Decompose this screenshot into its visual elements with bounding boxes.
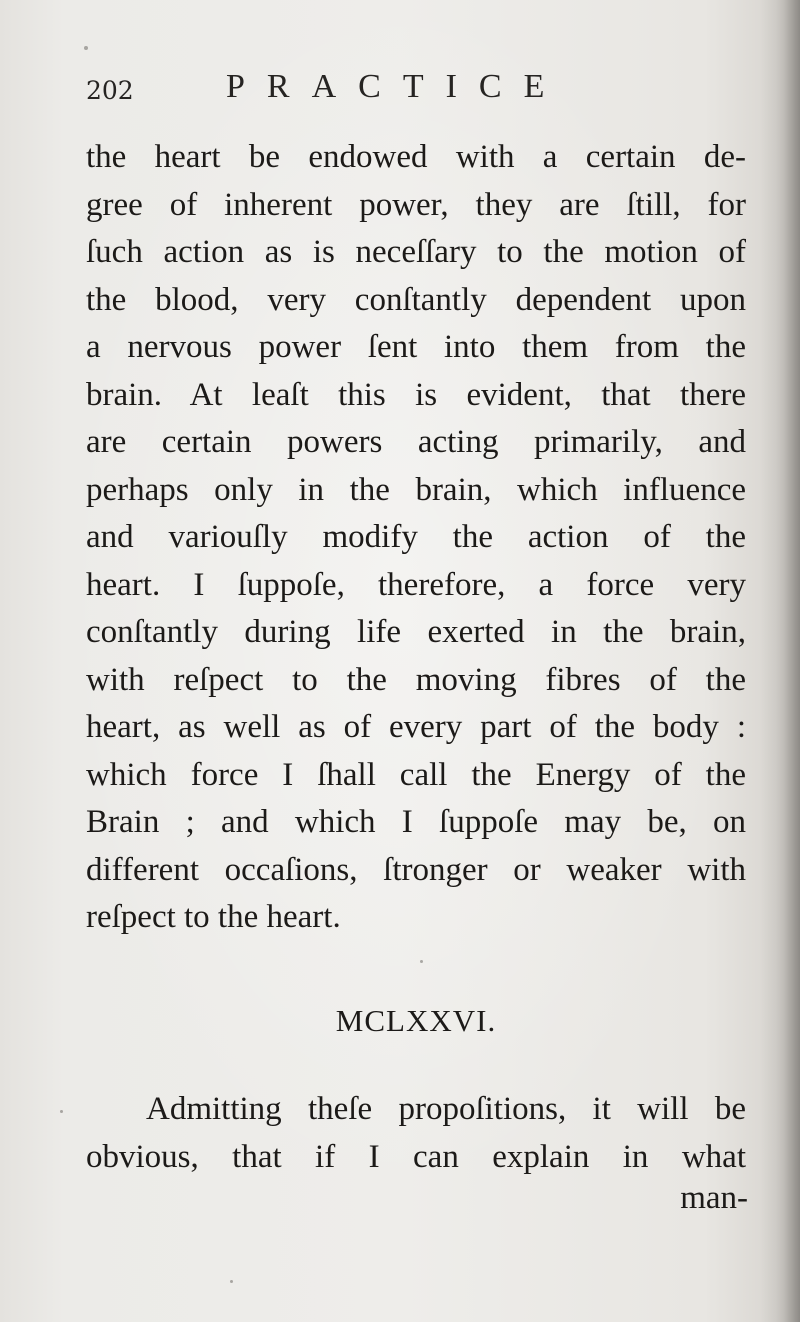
paper-speck <box>84 46 88 50</box>
running-head: PRACTICE <box>226 68 567 105</box>
text-line: conſtantly during life exerted in the brain, <box>86 614 746 650</box>
text-line: heart, as well as of every part of the body : <box>86 709 746 745</box>
text-line: and variouſly modify the action of the <box>86 519 746 555</box>
paper-speck <box>420 960 423 963</box>
paper-speck <box>60 1110 63 1113</box>
paragraph-2 <box>86 1086 746 1181</box>
text-line: Brain ; and which I ſuppoſe may be, on <box>86 804 746 840</box>
text-line: perhaps only in the brain, which influence <box>86 471 746 508</box>
page-header <box>86 62 746 106</box>
text-line: Admitting theſe propoſitions, it will be <box>146 1091 746 1127</box>
text-line: the blood, very conſtantly dependent upon <box>86 281 746 318</box>
text-line: are certain powers acting primarily, and <box>86 424 746 460</box>
catchword: man- <box>680 1180 748 1216</box>
text-line: gree of inherent power, they are ſtill, for <box>86 186 746 223</box>
section-heading: MCLXXVI. <box>335 1003 497 1038</box>
paragraph-1 <box>86 134 746 942</box>
text-line: heart. I ſuppoſe, therefore, a force very <box>86 566 746 603</box>
page-number: 202 <box>86 76 134 105</box>
text-line: different occaſions, ſtronger or weaker with <box>86 851 746 888</box>
text-line: ſuch action as is neceſſary to the motion of <box>86 234 746 270</box>
text-line: brain. At leaſt this is evident, that there <box>86 376 746 413</box>
spine-shadow <box>760 0 800 1322</box>
text-line: with reſpect to the moving fibres of the <box>86 661 746 698</box>
text-line: obvious, that if I can explain in what <box>86 1138 746 1175</box>
text-line: a nervous power ſent into them from the <box>86 329 746 365</box>
text-line: which force I ſhall call the Energy of the <box>86 756 746 793</box>
text-line: reſpect to the heart. <box>86 899 341 935</box>
paper-speck <box>230 1280 233 1283</box>
text-line: the heart be endowed with a certain de- <box>86 139 746 175</box>
